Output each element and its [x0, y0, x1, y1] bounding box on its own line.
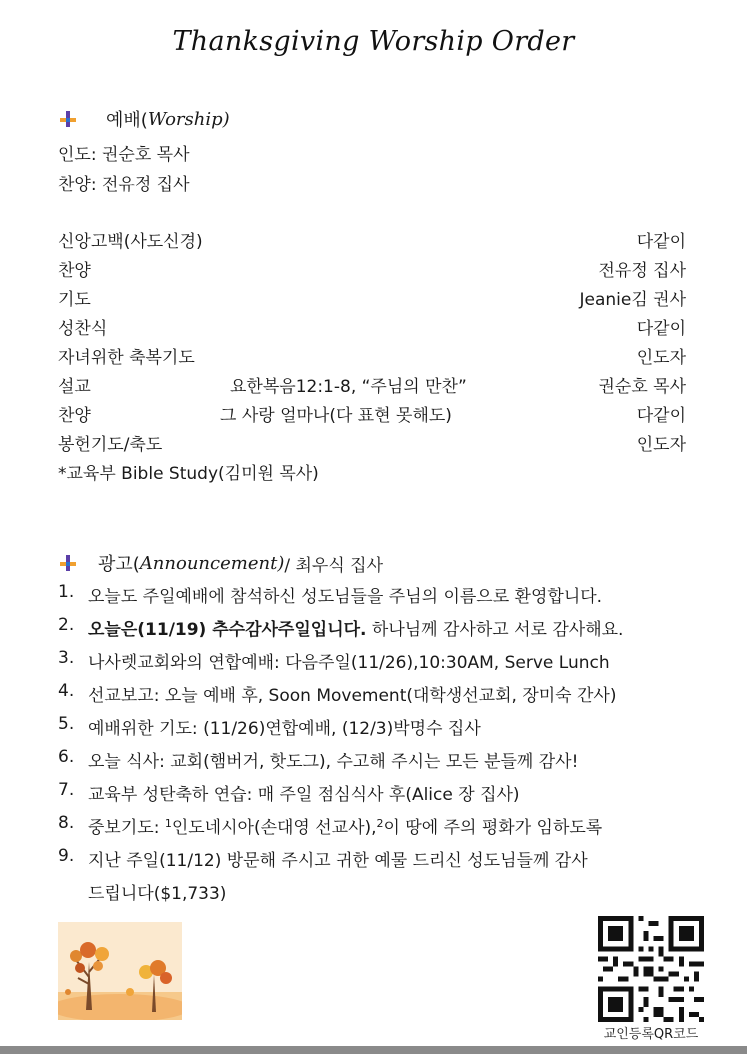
- order-row: [58, 401, 686, 430]
- worship-heading: [58, 106, 230, 132]
- list-item: [58, 813, 708, 846]
- worship-heading-close: ): [222, 108, 230, 130]
- order-item-name: 봉헌기도/축도: [58, 435, 163, 455]
- order-item-name: 기도: [58, 290, 91, 310]
- item-number: 6.: [58, 747, 75, 767]
- item-number: 1.: [58, 582, 75, 602]
- list-item: [58, 582, 708, 615]
- order-item-name: 설교: [58, 377, 91, 397]
- order-item-who: Jeanie김 권사: [579, 290, 686, 310]
- item-text: 드립니다($1,733): [88, 884, 227, 904]
- order-item-name: 찬양: [58, 406, 91, 426]
- order-row: [58, 343, 686, 372]
- list-item: [58, 615, 708, 648]
- item-text: 나사렛교회와의 연합예배: 다음주일(11/26),10:30AM, Serve Lunch: [88, 653, 610, 673]
- item-number: 7.: [58, 780, 75, 800]
- list-item: [58, 780, 708, 813]
- item-number: 2.: [58, 615, 75, 635]
- announcement-heading-presenter: / 최우식 집사: [284, 555, 383, 576]
- order-row: [58, 314, 686, 343]
- item-number: 4.: [58, 681, 75, 701]
- qr-code[interactable]: [598, 916, 704, 1022]
- autumn-trees-illustration: [58, 922, 182, 1020]
- list-item: [58, 846, 708, 879]
- order-row: [58, 430, 686, 459]
- cross-bullet-icon: [58, 553, 78, 573]
- list-item: [58, 681, 708, 714]
- order-row: [58, 372, 686, 401]
- item-number: 8.: [58, 813, 75, 833]
- order-item-detail: 그 사랑 얼마나(다 표현 못해도): [220, 406, 452, 426]
- item-text: [88, 813, 602, 838]
- list-item: [58, 714, 708, 747]
- order-row: [58, 285, 686, 314]
- order-item-detail: 요한복음12:1-8, “주님의 만찬”: [230, 377, 467, 397]
- footnote-2: 2: [376, 817, 384, 830]
- item-text: 선교보고: 오늘 예배 후, Soon Movement(대학생선교회, 장미숙 간사): [88, 686, 617, 706]
- qr-label: 교인등록QR코드: [603, 1027, 699, 1042]
- order-item-who: 다같이: [636, 232, 686, 252]
- item-number: 3.: [58, 648, 75, 668]
- item-text-b: 인도네시아(손대영 선교사),: [171, 818, 377, 838]
- order-item-name: 성찬식: [58, 319, 108, 339]
- announcement-list: [58, 582, 708, 912]
- item-number: 5.: [58, 714, 75, 734]
- worship-heading-en: Worship: [147, 108, 223, 130]
- leader-line: 인도: 권순호 목사: [58, 145, 190, 165]
- announcement-heading: [58, 550, 383, 576]
- item-text: 오늘도 주일예배에 참석하신 성도님들을 주님의 이름으로 환영합니다.: [88, 587, 603, 607]
- order-item-name: 찬양: [58, 261, 91, 281]
- item-text-c: 이 땅에 주의 평화가 임하도록: [383, 818, 603, 838]
- item-text: [88, 615, 623, 640]
- order-item-who: 다같이: [636, 319, 686, 339]
- item-text-rest: 하나님께 감사하고 서로 감사해요.: [366, 620, 624, 640]
- announcement-heading-en: Announcement: [139, 552, 278, 574]
- order-item-who: 다같이: [636, 406, 686, 426]
- praise-line: 찬양: 전유정 집사: [58, 175, 190, 195]
- item-text: 교육부 성탄축하 연습: 매 주일 점심식사 후(Alice 장 집사): [88, 785, 520, 805]
- bottom-border: [0, 1046, 747, 1054]
- order-item-who: 인도자: [636, 348, 686, 368]
- worship-order-list: [58, 227, 686, 488]
- order-row: [58, 459, 686, 488]
- cross-bullet-icon: [58, 109, 78, 129]
- order-item-name: 신앙고백(사도신경): [58, 232, 203, 252]
- order-item-name: *교육부 Bible Study(김미원 목사): [58, 464, 319, 484]
- item-number: 9.: [58, 846, 75, 866]
- item-text: 오늘 식사: 교회(햄버거, 핫도그), 수고해 주시는 모든 분들께 감사!: [88, 752, 579, 772]
- list-item-continuation: [58, 879, 708, 912]
- announcement-heading-kr: 광고(: [98, 554, 140, 575]
- order-row: [58, 227, 686, 256]
- worship-heading-kr: 예배(: [106, 110, 148, 131]
- order-item-who: 인도자: [636, 435, 686, 455]
- order-row: [58, 256, 686, 285]
- list-item: [58, 648, 708, 681]
- item-text-a: 중보기도:: [88, 818, 165, 838]
- order-item-who: 전유정 집사: [598, 261, 686, 281]
- order-item-name: 자녀위한 축복기도: [58, 348, 195, 368]
- order-item-who: 권순호 목사: [598, 377, 686, 397]
- list-item: [58, 747, 708, 780]
- footnote-1: 1: [164, 817, 172, 830]
- item-text-bold: 오늘은(11/19) 추수감사주일입니다.: [88, 620, 367, 640]
- page-title: Thanksgiving Worship Order: [172, 26, 575, 57]
- item-text: 지난 주일(11/12) 방문해 주시고 귀한 예물 드리신 성도님들께 감사: [88, 851, 588, 871]
- item-text: 예배위한 기도: (11/26)연합예배, (12/3)박명수 집사: [88, 719, 481, 739]
- announcement-heading-close: ): [277, 552, 285, 574]
